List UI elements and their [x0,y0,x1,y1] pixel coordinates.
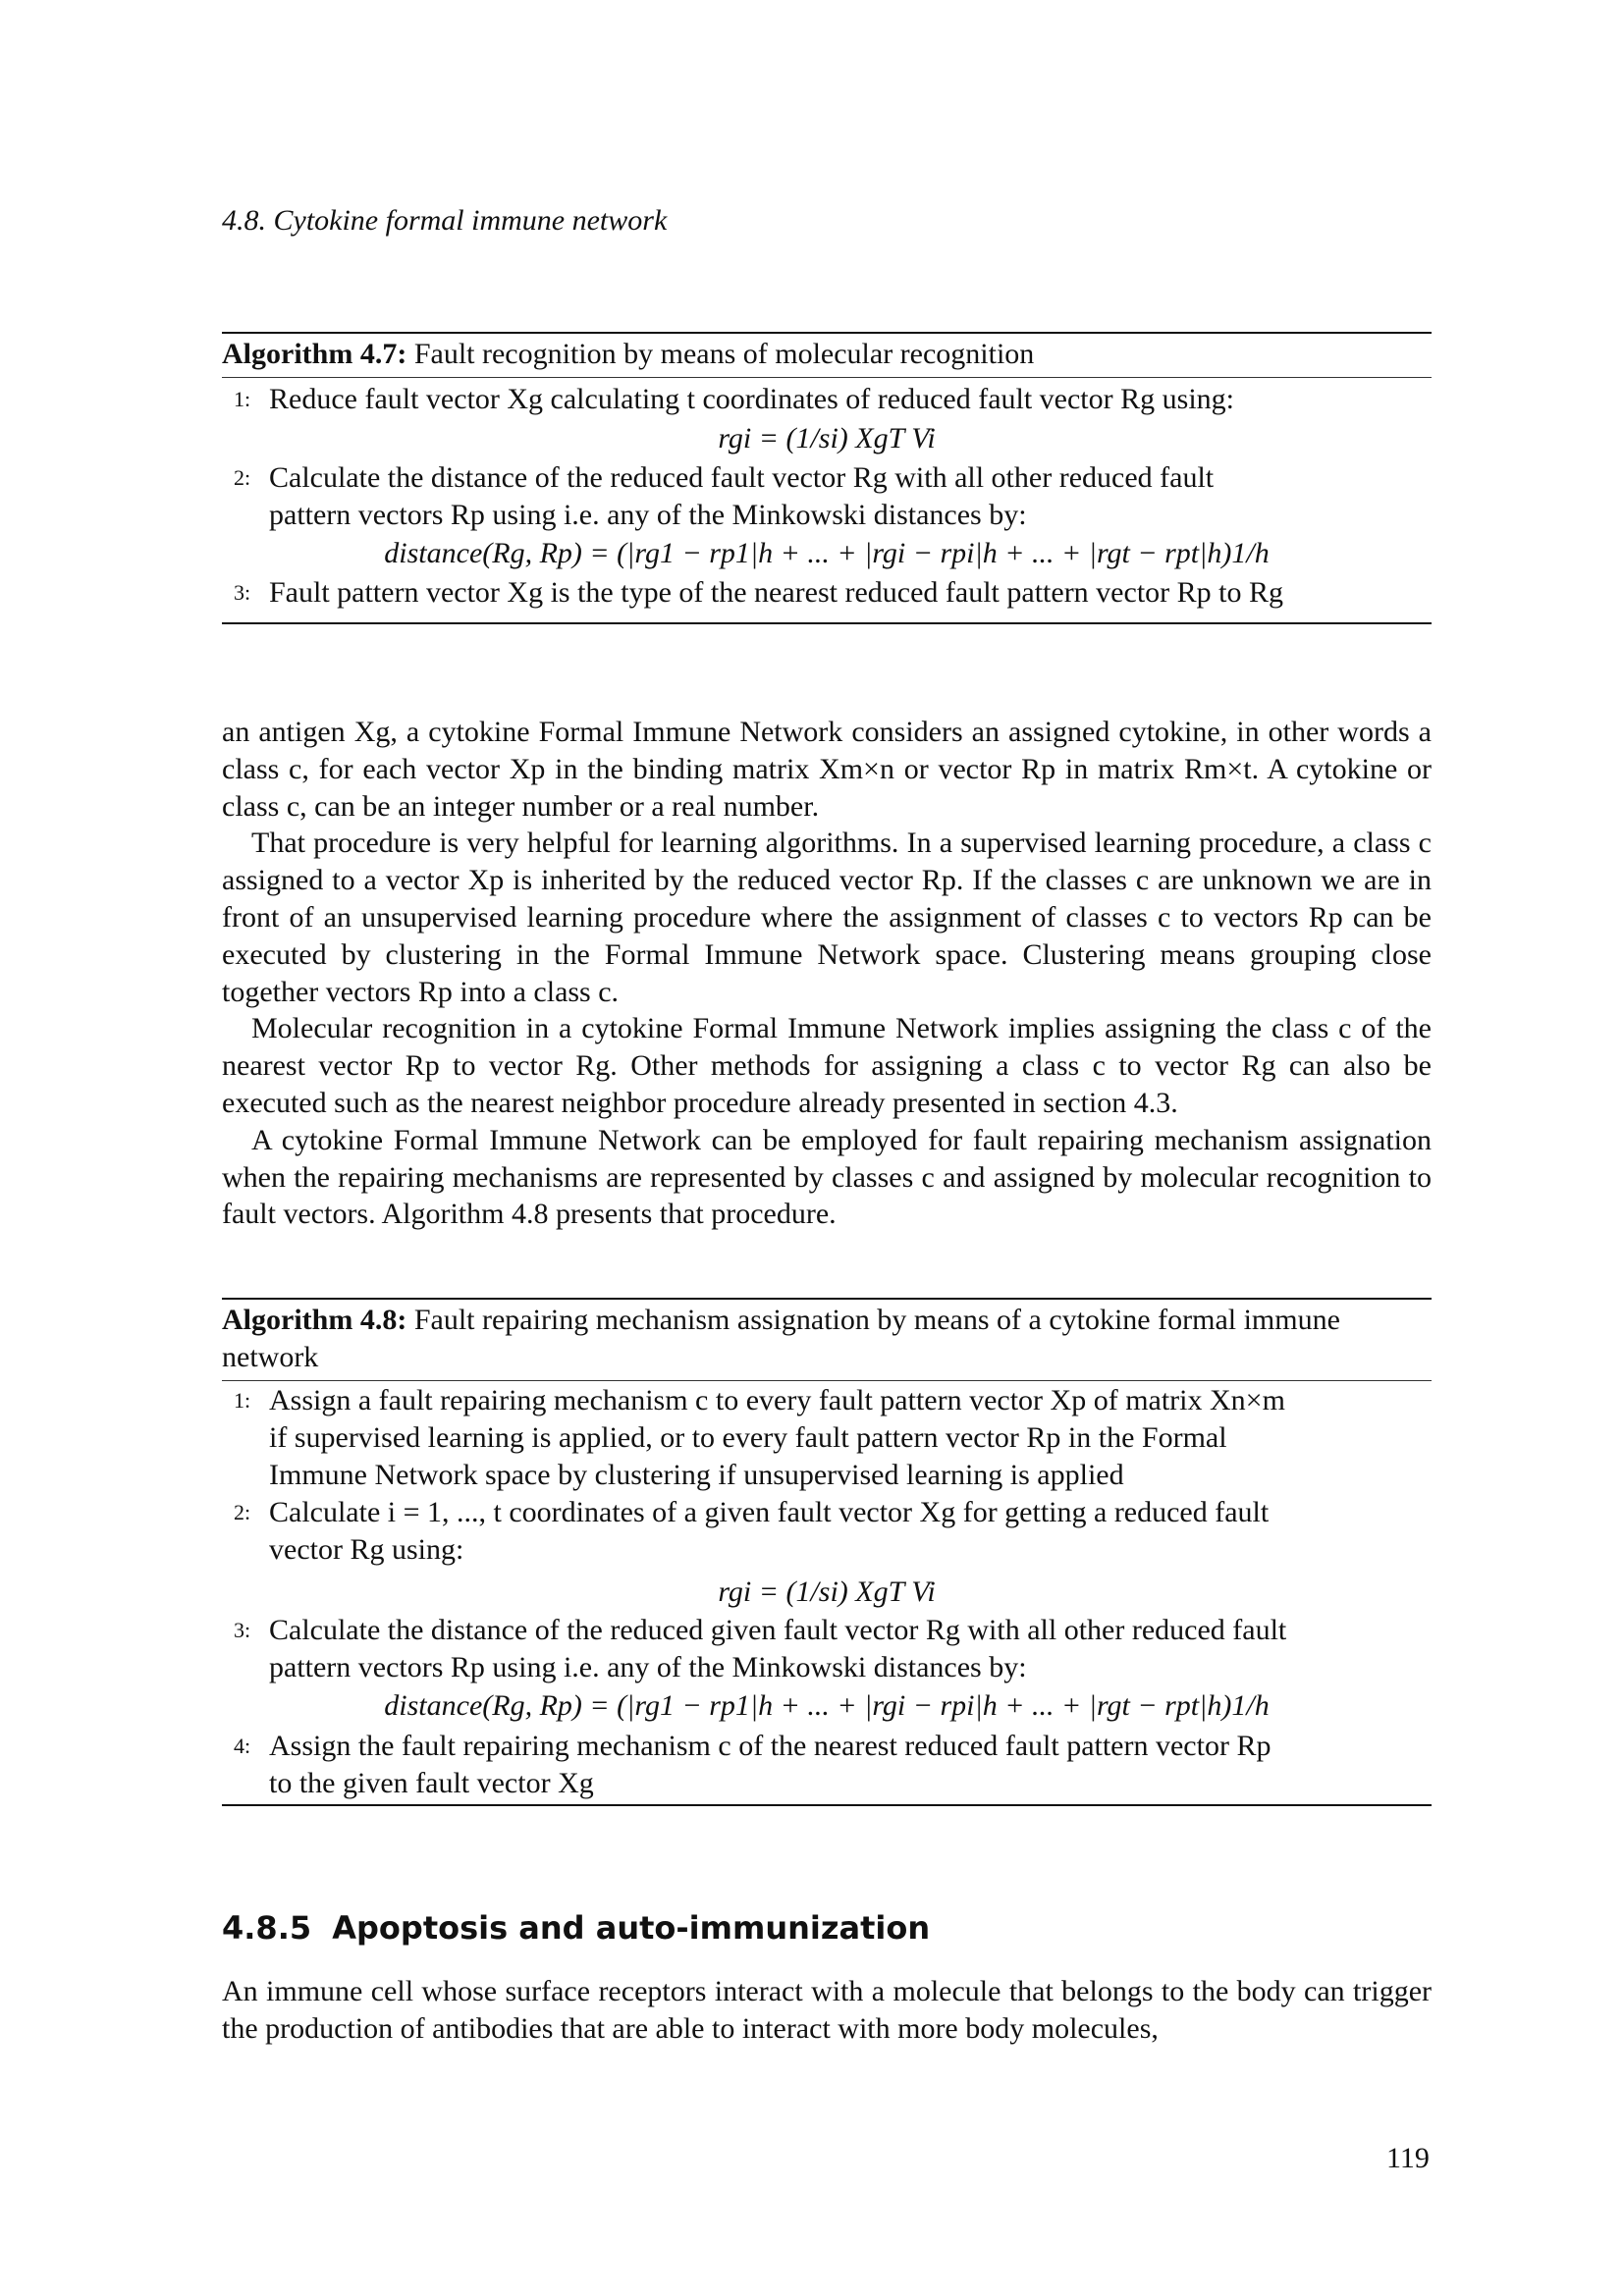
section-heading [222,1909,930,1947]
running-head: 4.8. Cytokine formal immune network [222,204,668,237]
caption-rule [222,377,1432,378]
step-number: 1: [234,387,251,411]
step-text: Assign a fault repairing mechanism c to every fault pattern vector Xp of matrix Xn×m [269,1384,1285,1416]
step-number: 2: [234,465,251,490]
step-text: Calculate the distance of the reduced fault vector Rg with all other reduced fault [269,461,1215,494]
caption-label: Algorithm 4.8: [222,1304,407,1336]
step-text: pattern vectors Rp using i.e. any of the Minkowski distances by: [269,499,1027,531]
section-title: Apoptosis and auto-immunization [332,1909,931,1947]
step-number: 2: [234,1500,251,1524]
step-number: 1: [234,1388,251,1413]
formula-minkowski-distance: distance(Rg, Rp) = (|rg1 − rp1|h + ... + |rgi − rpi|h + ... + |rgt − rpt|h)1/h [384,537,1270,569]
step-text: Calculate the distance of the reduced given fault vector Rg with all other reduced fault [269,1614,1287,1646]
paragraph: An immune cell whose surface receptors interact with a molecule that belongs to the body can trigger the production of antibodies that are able to interact with more body molecules, [222,1975,1432,2045]
caption-text: Fault recognition by means of molecular recognition [406,338,1035,370]
bottom-rule [222,1804,1432,1806]
paragraph: Molecular recognition in a cytokine Formal Immune Network implies assigning the class c of the nearest vector Rp to vector Rg. Other methods for assigning a class c to vector Rg can also be executed such as the nearest neighbor procedure already presented in section 4.3. [222,1012,1432,1119]
step-number: 4: [234,1734,251,1758]
step-text: Assign the fault repairing mechanism c of the nearest reduced fault pattern vector Rp [269,1730,1271,1762]
step-text: Calculate i = 1, ..., t coordinates of a given fault vector Xg for getting a reduced fault [269,1496,1270,1528]
section-number: 4.8.5 [222,1909,312,1947]
algorithm-4-8 [222,1298,1432,1808]
paragraph: A cytokine Formal Immune Network can be employed for fault repairing mechanism assignation when the repairing mechanisms are represented by classes c and assigned by molecular recognition to fault vectors. Algorithm 4.8 presents that procedure. [222,1123,1432,1231]
step-text: pattern vectors Rp using i.e. any of the Minkowski distances by: [269,1651,1027,1683]
top-rule [222,332,1432,334]
algorithm-caption [222,336,1432,373]
algorithm-4-7 [222,332,1432,626]
caption-text: Fault repairing mechanism assignation by means of a cytokine formal immune network [222,1304,1340,1373]
caption-label: Algorithm 4.7: [222,338,407,370]
formula-reduced-coordinate: rgi = (1/si) XgT Vi [718,1575,936,1608]
step-text: Immune Network space by clustering if unsupervised learning is applied [269,1459,1124,1491]
formula-reduced-coordinate: rgi = (1/si) XgT Vi [718,422,936,454]
step-text: to the given fault vector Xg [269,1767,594,1799]
paragraph: an antigen Xg, a cytokine Formal Immune Network considers an assigned cytokine, in other words a class c, for each vector Xp in the binding matrix Xm×n or vector Rp in matrix Rm×t. A cytokine or class c, can be an integer number or a real number. [222,716,1432,823]
step-text: vector Rg using: [269,1533,464,1566]
step-text: Reduce fault vector Xg calculating t coordinates of reduced fault vector Rg using: [269,383,1234,415]
step-text: if supervised learning is applied, or to every fault pattern vector Rp in the Formal [269,1421,1227,1454]
step-number: 3: [234,1618,251,1642]
step-text: Fault pattern vector Xg is the type of the nearest reduced fault pattern vector Rp to Rg [269,576,1283,609]
step-number: 3: [234,580,251,605]
paragraph: That procedure is very helpful for learning algorithms. In a supervised learning procedure, a class c assigned to a vector Xp is inherited by the reduced vector Rp. If the classes c are unknown we are in front of an unsupervised learning procedure where the assignment of classes c to vectors Rp can be executed by clustering in the Formal Immune Network space. Clustering means grouping close together vectors Rp into a class c. [222,827,1432,1008]
top-rule [222,1298,1432,1300]
formula-minkowski-distance: distance(Rg, Rp) = (|rg1 − rp1|h + ... + |rgi − rpi|h + ... + |rgt − rpt|h)1/h [384,1689,1270,1722]
body-text [222,714,1432,1233]
page-number: 119 [1386,2142,1430,2174]
caption-rule [222,1380,1432,1381]
section-body [222,1973,1432,2048]
algorithm-caption [222,1302,1432,1376]
bottom-rule [222,622,1432,624]
